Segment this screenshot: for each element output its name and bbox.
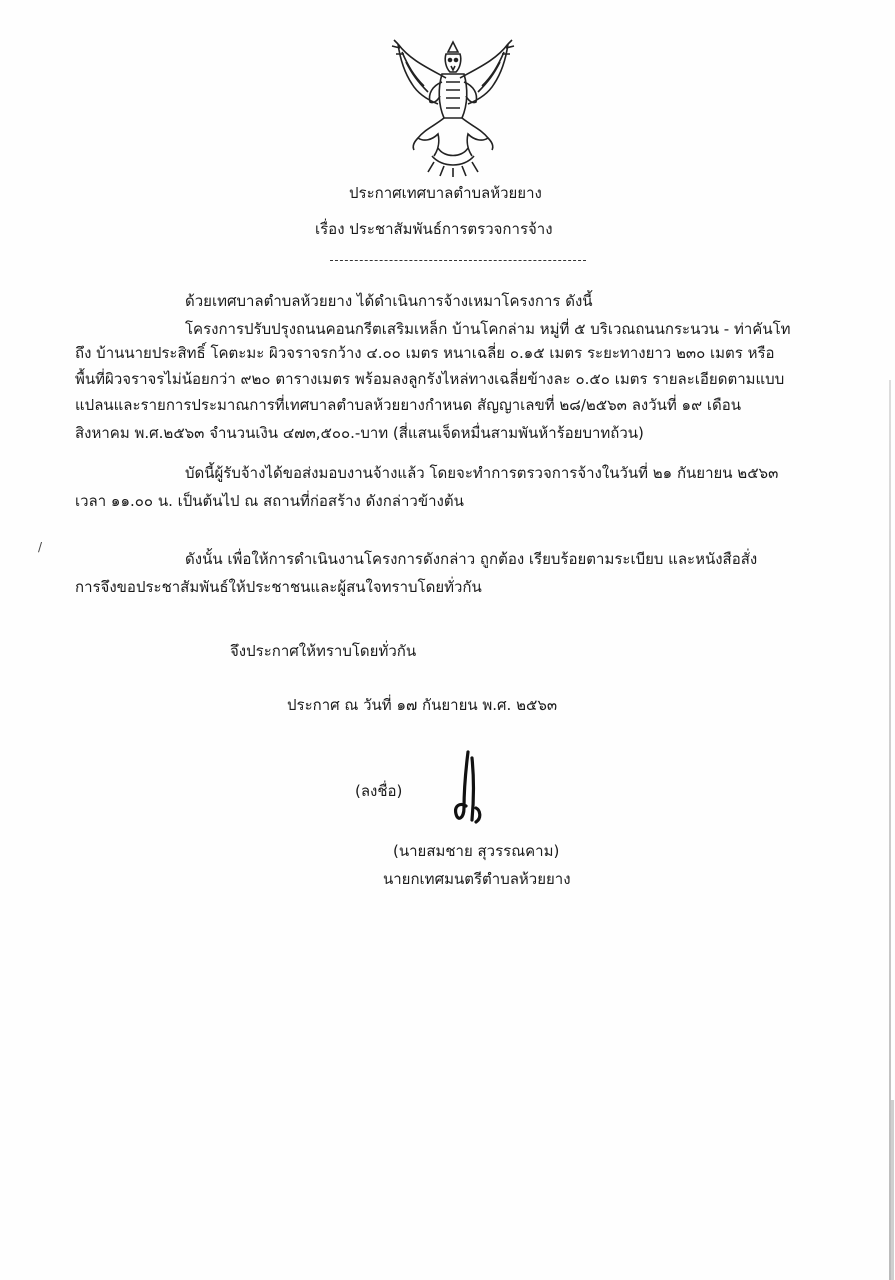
garuda-emblem-icon [388, 38, 518, 178]
dateline: ประกาศ ณ วันที่ ๑๗ กันยายน พ.ศ. ๒๕๖๓ [287, 696, 558, 714]
body-text: ถึง บ้านนายประสิทธิ์ โคตะมะ ผิวจราจรกว้าง ๔.๐๐ เมตร หนาเฉลี่ย ๐.๑๕ เมตร ระยะทางยาว ๒๓๐ เมตร หรือ [75, 344, 775, 362]
body-text: ด้วยเทศบาลตำบลห้วยยาง ได้ดำเนินการจ้างเหมาโครงการ ดังนี้ [185, 292, 593, 310]
body-text: โครงการปรับปรุงถนนคอนกรีตเสริมเหล็ก บ้านโคกล่าม หมู่ที่ ๕ บริเวณถนนกระนวน - ท่าคันโท [185, 320, 791, 338]
body-text: เวลา ๑๑.๐๐ น. เป็นต้นไป ณ สถานที่ก่อสร้าง ดังกล่าวข้างต้น [75, 492, 464, 510]
signature-label: (ลงชื่อ) [355, 782, 403, 800]
closing-text: จึงประกาศให้ทราบโดยทั่วกัน [230, 642, 417, 660]
announcement-title: ประกาศเทศบาลตำบลห้วยยาง [349, 184, 542, 202]
body-text: บัดนี้ผู้รับจ้างได้ขอส่งมอบงานจ้างแล้ว โดยจะทำการตรวจการจ้างในวันที่ ๒๑ กันยายน ๒๕๖๓ [185, 464, 779, 482]
body-text: ดังนั้น เพื่อให้การดำเนินงานโครงการดังกล่าว ถูกต้อง เรียบร้อยตามระเบียบ และหนังสือสั่ง [185, 550, 758, 568]
announcement-subject: เรื่อง ประชาสัมพันธ์การตรวจการจ้าง [315, 220, 553, 238]
signatory-position: นายกเทศมนตรีตำบลห้วยยาง [383, 870, 571, 888]
signatory-name: (นายสมชาย สุวรรณคาม) [393, 842, 560, 860]
body-text: แปลนและรายการประมาณการที่เทศบาลตำบลห้วยยางกำหนด สัญญาเลขที่ ๒๘/๒๕๖๓ ลงวันที่ ๑๙ เดือน [75, 396, 741, 414]
body-text: การจึงขอประชาสัมพันธ์ให้ประชาชนและผู้สนใจทราบโดยทั่วกัน [75, 578, 482, 596]
body-text: สิงหาคม พ.ศ.๒๕๖๓ จำนวนเงิน ๔๗๓,๕๐๐.-บาท (สี่แสนเจ็ดหมื่นสามพันห้าร้อยบาทถ้วน) [75, 424, 644, 442]
handwritten-signature [446, 748, 490, 828]
divider [330, 260, 586, 261]
page-edge-shadow [891, 1100, 894, 1280]
pen-mark: / [38, 540, 43, 554]
body-text: พื้นที่ผิวจราจรไม่น้อยกว่า ๙๒๐ ตารางเมตร พร้อมลงลูกรังไหล่ทางเฉลี่ยข้างละ ๐.๕๐ เมตร รายละเอียดตามแบบ [75, 370, 785, 388]
